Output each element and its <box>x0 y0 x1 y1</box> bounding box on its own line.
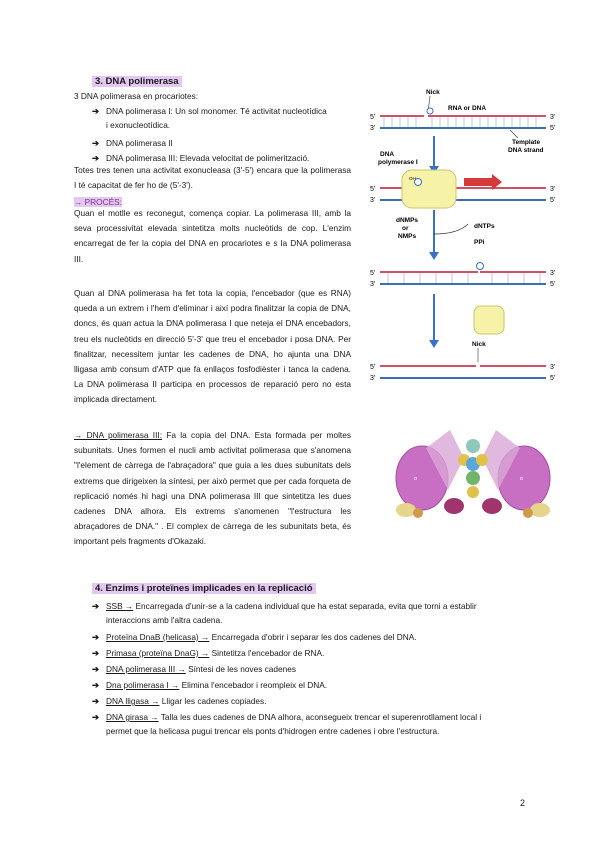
bullet-pol2: ➔ DNA polimerasa II <box>92 138 173 148</box>
label-3prime-right: 3' <box>550 114 556 121</box>
label-5prime-4: 5' <box>370 364 376 371</box>
label-5prime: 5' <box>370 114 376 121</box>
arrow-icon: ➔ <box>92 664 99 674</box>
item-pol3: ➔ DNA polimerasa III → Síntesi de les noves cadenes <box>92 664 297 674</box>
arrow-icon: ➔ <box>92 648 99 658</box>
item-pol1: ➔ Dna polimerasa I → Elimina l'encebador i reompleix el DNA. <box>92 680 328 690</box>
bullet-pol1: ➔ DNA polimerasa I: Un sol monomer. Té activitat nucleotídica <box>92 106 327 116</box>
label-3prime-3: 3' <box>370 281 376 288</box>
bullet-pol3: ➔ DNA polimerasa III: Elevada velocitat de polimerització. <box>92 153 310 163</box>
intro-line: 3 DNA polimerasa en procariotes: <box>74 91 199 101</box>
nick-label: Nick <box>426 89 440 96</box>
label-3prime-right-2: 3' <box>550 186 556 193</box>
item-lligasa: ➔ DNA lligasa → Lligar les cadenes copiades. <box>92 696 267 706</box>
label-3prime-right-3: 3' <box>550 270 556 277</box>
rna-or-dna-label: RNA or DNA <box>448 105 487 112</box>
label-3prime-4: 3' <box>370 375 376 382</box>
nmps-label: NMPs <box>398 233 417 240</box>
section-4-heading: 4. Enzims i proteïnes implicades en la replicació <box>92 583 316 594</box>
alpha-label-left: α <box>414 476 417 482</box>
item-girasa: ➔ DNA girasa → Talla les dues cadenes de DNA alhora, aconsegueix trencar el superenrotllament local i <box>92 712 482 722</box>
label-3prime: 3' <box>370 125 376 132</box>
proces-label: → PROCÉS: <box>74 197 122 207</box>
alpha-label-right: α <box>520 476 523 482</box>
paragraph-polimerasa-iii: → DNA polimerasa III: Fa la copia del DNA. Esta formada per moltes subunitats. Unes formen el nucli amb activitat polimerasa que s'anomena "l'element de càrrega de l'abraçadora" que guia a les dues subunitats dels extrems que dirigeixen la síntesi, per això permet que per cada forqueta de replicació només hi hagi una DNA polimerasa III que sintetitza les dues cadenes DNA alhora. Els extrems s'anomenen "l'estructura les abraçadores de DNA." . El complex de càrrega de les subunitats beta, és important pels fragments d'Okazaki. <box>74 430 351 547</box>
section-3-heading: 3. DNA polimerasa <box>92 76 182 87</box>
arrow-icon: ➔ <box>92 106 99 116</box>
nick-site-icon <box>427 108 433 114</box>
dntps-label: dNTPs <box>474 223 495 230</box>
item-primasa: ➔ Primasa (proteïna DnaG) → Sintetitza l'encebador de RNA. <box>92 648 325 658</box>
released-polymerase-icon <box>474 306 504 334</box>
subunit-icon <box>466 439 480 453</box>
template-label: Template <box>512 139 541 146</box>
label-5prime-2: 5' <box>370 186 376 193</box>
arrow-icon: ➔ <box>92 680 99 690</box>
arrow-icon: ➔ <box>92 138 99 148</box>
arrow-icon: ➔ <box>92 712 99 722</box>
nick-label-2: Nick <box>472 341 486 348</box>
bullet-pol1-cont: i exonucleotídica. <box>106 120 171 130</box>
paragraph-polimerasa-i: Quan al DNA polimerasa ha fet tota la copia, l'encebador (que es RNA) queda a un extrem i l'hem d'eliminar i així podra finalitzar la copia de DNA, doncs, és quan actua la DNA polimerasa I que neteja el DNA encebadors, treu els nucleòtids en direcció 5'-3' que treu el encebador i posa DNA. Per finalitzar, necessitem juntar les cadenes de DNA, ho ajunta una DNA lligasa amb consum d'ATP que fa enllaços fosfodièster i tanca la cadena. La DNA polimerasa II participa en processos de reparació pero no esta implicada directament. <box>74 288 351 405</box>
template-label-2: DNA strand <box>508 147 544 154</box>
arrow-icon: ➔ <box>92 601 99 611</box>
item-dnab: ➔ Proteïna DnaB (helicasa) → Encarregada d'obrir i separar les dos cadenes del DNA. <box>92 632 417 642</box>
clamp-right-icon <box>482 498 502 514</box>
clamp-left-icon <box>444 498 464 514</box>
page-number: 2 <box>520 798 526 808</box>
label-5prime-right-2: 5' <box>550 197 556 204</box>
label-5prime-right-3: 5' <box>550 281 556 288</box>
polymerase-label: DNA <box>380 151 395 158</box>
label-3prime-2: 3' <box>370 197 376 204</box>
oh-label: OH <box>409 176 416 181</box>
exo-paragraph: Totes tres tenen una activitat exonucleasa (3'-5') encara que la polimerasa I té capacitat de fer ho de (5'-3'). <box>74 165 351 191</box>
ppi-label: PPi <box>474 239 485 246</box>
polymerase-label-2: polymerase I <box>378 159 418 166</box>
label-5prime-right: 5' <box>550 125 556 132</box>
arrow-icon: ➔ <box>92 153 99 163</box>
label-3prime-right-4: 3' <box>550 364 556 371</box>
item-ssb: ➔ SSB → Encarregada d'unir-se a la cadena individual que ha estat separada, evita que torni a establir <box>92 601 477 611</box>
dnmps-label: dNMPs <box>396 217 419 224</box>
arrow-icon: ➔ <box>92 696 99 706</box>
nick-translation-diagram <box>368 84 568 384</box>
base-pairs-1 <box>384 117 536 127</box>
arrow-icon: ➔ <box>92 632 99 642</box>
polymerase-iii-holoenzyme-diagram <box>392 418 554 524</box>
proces-paragraph: Quan el motlle es reconegut, comença copiar. La polimerasa III, amb la seva processivitat elevada sintetitza molts nucleòtids de cop. L'enzim encarregat de fer la copia del DNA en procariotes e s la DNA polimerasa III. <box>74 208 351 264</box>
or-label: or <box>402 225 409 232</box>
item-ssb-cont: interaccions amb l'altra cadena. <box>106 615 223 625</box>
label-5prime-right-4: 5' <box>550 375 556 382</box>
label-5prime-3: 5' <box>370 270 376 277</box>
item-girasa-cont: permet que la helicasa pugui trencar els ponts d'hidrogen entre cadenes i obre l'estructura. <box>106 726 440 736</box>
